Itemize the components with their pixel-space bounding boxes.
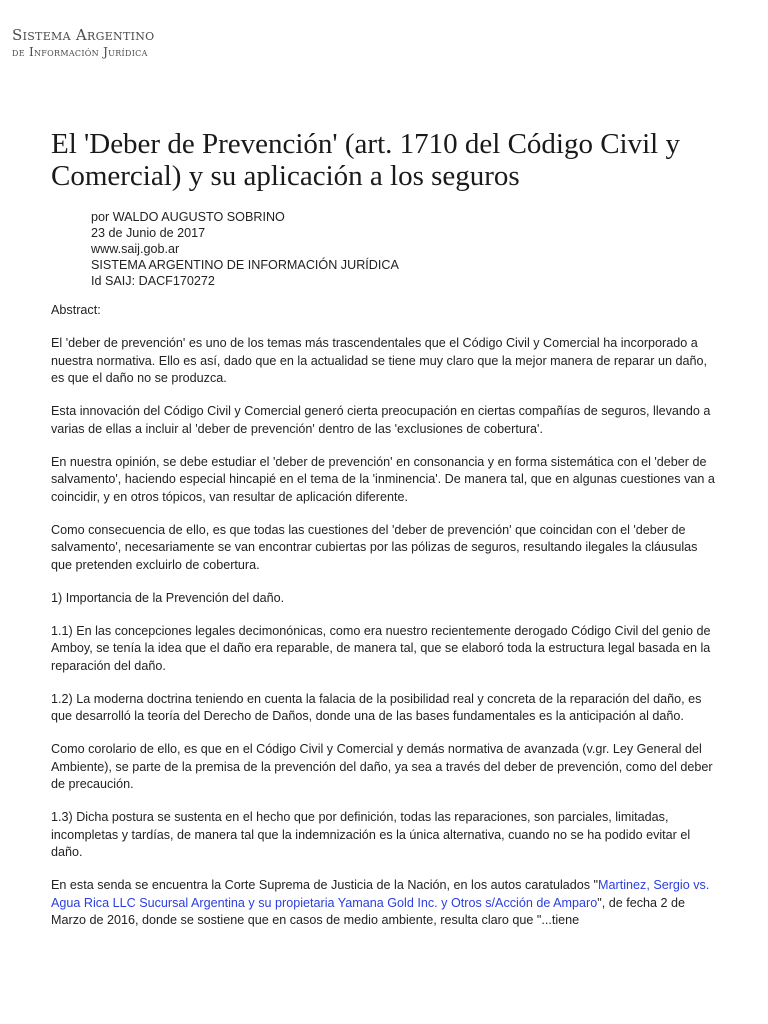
paragraph: 1.3) Dicha postura se sustenta en el hecho que por definición, todas las reparaciones, son parciales, limitadas, incompletas y tardías, de manera tal que la indemnización es la única alternativa, cuando no se ha podido evitar el daño. (51, 810, 691, 859)
paragraph: Como corolario de ello, es que en el Código Civil y Comercial y demás normativa de avanzada (v.gr. Ley General del Ambiente), se parte de la premisa de la prevención del daño, ya sea a través del deber de prevención, como del deber de precaución. (51, 742, 713, 791)
paragraph: Como consecuencia de ello, es que todas las cuestiones del 'deber de prevención' que coincidan con el 'deber de salvamento', necesariamente se van encontrar cubiertas por las pólizas de seguros, resultando ilegales la cláusulas que pretenden excluirlo de cobertura. (51, 522, 698, 572)
paragraph: El 'deber de prevención' es uno de los temas más trascendentales que el Código Civil y Comercial ha incorporado a nuestra normativa. Ello es así, dado que en la actualidad se tiene muy claro que la mejor manera de reparar un daño, es que el daño no se produzca. (51, 336, 707, 385)
logo-line-2: de Información Jurídica (12, 45, 148, 59)
document-title: El 'Deber de Prevención' (art. 1710 del Código Civil y Comercial) y su aplicación a los seguros (51, 128, 680, 192)
section-heading: 1) Importancia de la Prevención del daño. (51, 590, 285, 605)
site-line: www.saij.gob.ar (91, 242, 180, 256)
paragraph-text: En esta senda se encuentra la Corte Suprema de Justicia de la Nación, en los autos caratulados " (51, 878, 599, 892)
publisher-line: SISTEMA ARGENTINO DE INFORMACIÓN JURÍDICA (91, 258, 399, 272)
saij-logo[interactable] (12, 28, 154, 58)
case-link[interactable]: Martinez, Sergio vs. Agua Rica LLC Sucursal Argentina y su propietaria Yamana Gold Inc. y Otros s/Acción de Amparo (51, 878, 710, 910)
document-body (51, 302, 717, 945)
saij-id-line: Id SAIJ: DACF170272 (91, 274, 215, 288)
document-metadata (91, 209, 399, 289)
date-line: 23 de Junio de 2017 (91, 226, 206, 240)
logo-line-1: Sistema Argentino (12, 26, 155, 44)
paragraph: 1.1) En las concepciones legales decimonónicas, como era nuestro recientemente derogado Código Civil del genio de Amboy, se tenía la idea que el daño era reparable, de manera tal, que se elaboró toda la estructura legal basada en la reparación del daño. (51, 623, 711, 673)
paragraph-with-link (51, 877, 717, 930)
paragraph: 1.2) La moderna doctrina teniendo en cuenta la falacia de la posibilidad real y concreta de la reparación del daño, es que desarrolló la teoría del Derecho de Daños, donde una de las bases fundamentales es la anticipación al daño. (51, 691, 702, 723)
author-line: por WALDO AUGUSTO SOBRINO (91, 210, 285, 224)
paragraph: Esta innovación del Código Civil y Comercial generó cierta preocupación en ciertas compañías de seguros, llevando a varias de ellas a incluir al 'deber de prevención' dentro de las 'exclusiones de cobertura'. (51, 404, 711, 436)
abstract-label: Abstract: (51, 303, 101, 317)
paragraph-text: ", de fecha 2 de Marzo de 2016, donde se sostiene que en casos de medio ambiente, resulta claro que "...tiene (51, 895, 686, 927)
paragraph: En nuestra opinión, se debe estudiar el 'deber de prevención' en consonancia y en forma sistemática con el 'deber de salvamento', haciendo especial hincapié en el tema de la 'inminencia'. De manera tal, que en algunas cuestiones van a coincidir, y en otros tópicos, van resultar de aplicación diferente. (51, 454, 715, 504)
